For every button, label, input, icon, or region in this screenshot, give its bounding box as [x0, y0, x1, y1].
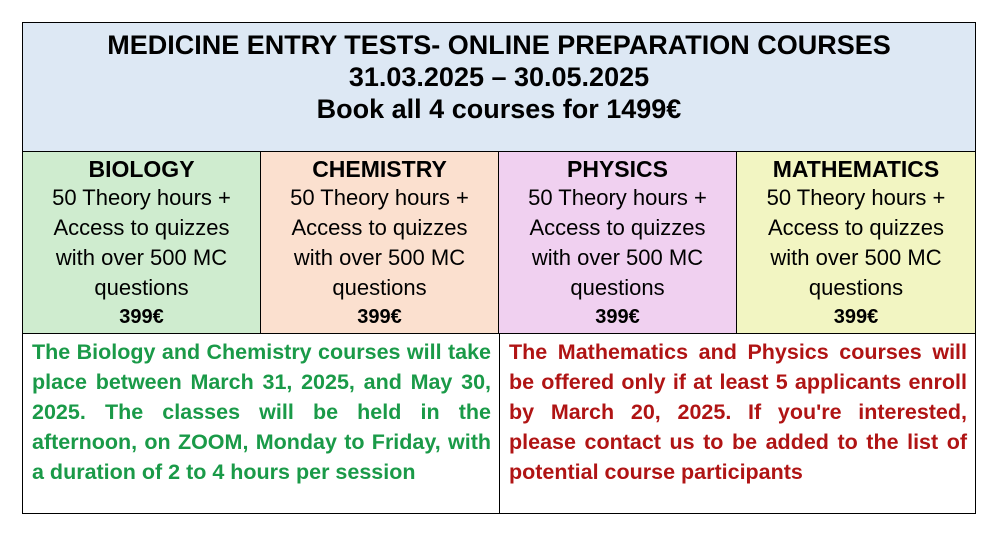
course-price: 399€ — [119, 306, 164, 328]
course-desc-line: Access to quizzes — [53, 215, 230, 240]
course-desc-line: with over 500 MC — [55, 245, 228, 270]
course-cell-mathematics — [737, 152, 975, 333]
bundle-offer: Book all 4 courses for 1499€ — [316, 94, 682, 124]
course-cell-chemistry — [261, 152, 499, 333]
course-flyer — [22, 22, 976, 514]
flyer-dates: 31.03.2025 – 30.05.2025 — [348, 62, 650, 92]
course-desc-line: questions — [94, 275, 189, 300]
course-price: 399€ — [833, 306, 879, 328]
flyer-header — [23, 23, 975, 152]
course-price: 399€ — [595, 306, 640, 328]
course-desc-line: Access to quizzes — [291, 215, 468, 240]
course-desc-line: Access to quizzes — [529, 215, 706, 240]
course-desc-line: 50 Theory hours + — [52, 185, 231, 210]
course-notes — [23, 334, 975, 513]
course-desc-line: 50 Theory hours + — [290, 185, 469, 210]
course-desc-line: 50 Theory hours + — [528, 185, 707, 210]
course-name: BIOLOGY — [88, 156, 195, 182]
course-price: 399€ — [357, 306, 402, 328]
course-desc-line: questions — [570, 275, 665, 300]
course-desc-line: Access to quizzes — [767, 215, 945, 240]
note-mathematics-physics: The Mathematics and Physics courses will be offered only if at least 5 applicants enroll by March 20, 2025. If you're interested, please contact us to be added to the list of potential course participants — [509, 340, 967, 484]
course-desc-line: with over 500 MC — [293, 245, 466, 270]
course-cell-biology — [23, 152, 261, 333]
course-desc-line: with over 500 MC — [531, 245, 704, 270]
course-cell-physics — [499, 152, 737, 333]
course-desc-line: questions — [332, 275, 427, 300]
course-grid — [23, 152, 975, 334]
course-name: MATHEMATICS — [772, 156, 940, 182]
flyer-title: MEDICINE ENTRY TESTS- ONLINE PREPARATION COURSES — [107, 30, 891, 60]
note-biology-chemistry: The Biology and Chemistry courses will take place between March 31, 2025, and May 30, 2025. The classes will be held in the afternoon, on ZOOM, Monday to Friday, with a duration of 2 to 4 hours per session — [23, 334, 500, 513]
course-name: PHYSICS — [567, 156, 668, 182]
course-desc-line: 50 Theory hours + — [766, 185, 946, 210]
course-desc-line: questions — [808, 275, 904, 300]
course-desc-line: with over 500 MC — [770, 245, 942, 270]
course-name: CHEMISTRY — [312, 156, 447, 182]
